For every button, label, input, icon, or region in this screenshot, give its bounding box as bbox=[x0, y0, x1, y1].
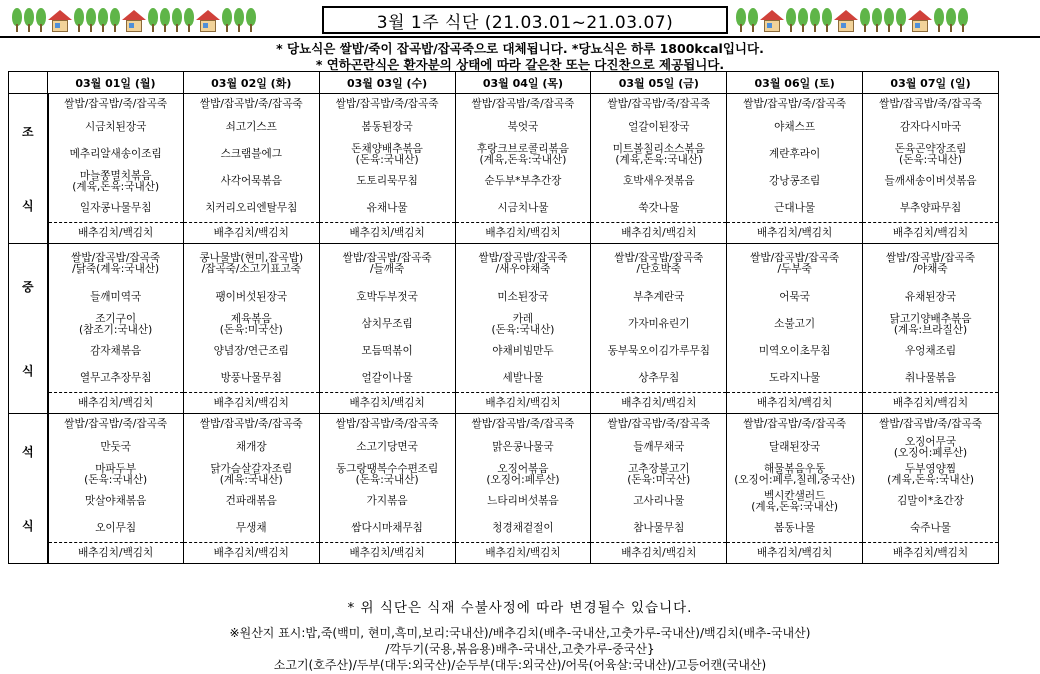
menu-cell bbox=[48, 414, 184, 564]
dish-item: 시금치나물 bbox=[497, 202, 549, 214]
kimchi-item: 배추김치/백김치 bbox=[49, 392, 183, 413]
weekly-menu-table bbox=[8, 71, 999, 564]
dish-item: 열무고추장무침 bbox=[79, 372, 152, 384]
menu-cell bbox=[48, 244, 184, 414]
dish-item: 근대나물 bbox=[774, 202, 816, 214]
dish-item: 모듬떡볶이 bbox=[361, 345, 413, 357]
meal-row bbox=[9, 244, 999, 414]
staple-item: 쌀밥/잡곡밥/죽/잡곡죽 bbox=[335, 417, 439, 430]
dish-item: 동그랑땡복수수편조림 (돈육:국내산) bbox=[335, 462, 439, 486]
dish-item: 유채된장국 bbox=[904, 291, 957, 303]
staple-item: 쌀밥/잡곡밥/잡곡죽 /들깨죽 bbox=[342, 252, 432, 275]
menu-cell bbox=[591, 94, 727, 244]
tree-icon bbox=[884, 8, 894, 32]
dish-item: 참나물무침 bbox=[633, 522, 685, 534]
dish-item: 해물볶음우동 (오징어:페루,칠레,중국산) bbox=[734, 462, 856, 486]
staple-item: 쌀밥/잡곡밥/죽/잡곡죽 bbox=[64, 97, 168, 110]
menu-cell bbox=[727, 94, 863, 244]
dish-item: 계란후라이 bbox=[769, 148, 821, 160]
dish-item: 느타리버섯볶음 bbox=[487, 495, 559, 507]
menu-cell bbox=[591, 414, 727, 564]
dish-item: 맛살야채볶음 bbox=[84, 495, 147, 507]
kimchi-item: 배추김치/백김치 bbox=[49, 542, 183, 563]
menu-cell bbox=[183, 244, 319, 414]
dish-item: 일자콩나물무침 bbox=[79, 202, 152, 214]
tree-icon bbox=[786, 8, 796, 32]
staple-item: 쌀밥/잡곡밥/죽/잡곡죽 bbox=[607, 97, 711, 110]
page-title: 3월 1주 식단 (21.03.01~21.03.07) bbox=[322, 6, 728, 34]
menu-change-notice: * 위 식단은 식재 수불사정에 따라 변경될수 있습니다. bbox=[347, 600, 693, 616]
staple-item: 쌀밥/잡곡밥/잡곡죽 /새우야채죽 bbox=[478, 252, 568, 275]
house-icon bbox=[124, 10, 144, 32]
meal-label-bottom: 식 bbox=[21, 199, 34, 213]
kimchi-item: 배추김치/백김치 bbox=[184, 222, 319, 243]
dish-item: 벡시칸샐러드 (계육,돈육:국내산) bbox=[751, 489, 839, 513]
dish-item: 닭가슴살갈자조림 (계육:국내산) bbox=[210, 462, 293, 486]
dish-item: 가자미유린기 bbox=[628, 318, 690, 330]
dish-item: 김말이*초간장 bbox=[897, 495, 964, 507]
kimchi-item: 배추김치/백김치 bbox=[591, 392, 726, 413]
tree-icon bbox=[234, 8, 244, 32]
menu-cell bbox=[863, 94, 999, 244]
staple-item: 쌀밥/잡곡밥/죽/잡곡죽 bbox=[199, 97, 303, 110]
dish-item: 오이무침 bbox=[95, 522, 137, 534]
tree-icon bbox=[222, 8, 232, 32]
tree-icon bbox=[934, 8, 944, 32]
meal-label-top: 중 bbox=[21, 280, 34, 294]
header-banner bbox=[0, 0, 1040, 38]
kimchi-item: 배추김치/백김치 bbox=[863, 392, 998, 413]
staple-item: 쌀밥/잡곡밥/잡곡죽 /야채죽 bbox=[886, 252, 976, 275]
dish-item: 고추장불고기 (돈육:미국산) bbox=[627, 462, 691, 486]
dish-item: 얼갈이된장국 bbox=[628, 121, 690, 133]
kimchi-item: 배추김치/백김치 bbox=[320, 542, 455, 563]
dish-item: 시금치된장국 bbox=[84, 121, 147, 133]
day-header: 03월 02일 (화) bbox=[183, 72, 319, 94]
tree-icon bbox=[110, 8, 120, 32]
dish-item: 숙주나물 bbox=[910, 522, 951, 534]
dish-item: 치커리오리엔탈무침 bbox=[205, 202, 298, 214]
dish-item: 감자다시마국 bbox=[899, 121, 962, 133]
meal-label bbox=[9, 414, 48, 564]
kimchi-item: 배추김치/백김치 bbox=[320, 392, 455, 413]
staple-item: 쌀밥/잡곡밥/잡곡죽 /닭죽(계육:국내산) bbox=[71, 252, 161, 275]
menu-cell bbox=[183, 414, 319, 564]
dish-item: 방풍나물무침 bbox=[220, 372, 282, 384]
dish-item: 쇠고기스프 bbox=[225, 121, 277, 133]
day-header-row bbox=[9, 72, 999, 94]
meal-label-bottom: 식 bbox=[21, 519, 34, 533]
tree-icon bbox=[798, 8, 808, 32]
dish-item: 들깨미역국 bbox=[90, 291, 142, 303]
menu-cell bbox=[455, 244, 591, 414]
tree-icon bbox=[896, 8, 906, 32]
dish-item: 마늘쫑멸치볶음 (계육,돈육:국내산) bbox=[72, 169, 160, 193]
dish-item: 닭고기양배추볶음 (계육:브라질산) bbox=[889, 312, 972, 336]
dish-item: 양념장/연근조림 bbox=[213, 345, 289, 357]
dish-item: 들깨새송이버섯볶음 bbox=[884, 175, 977, 187]
dish-item: 어묵국 bbox=[779, 291, 810, 303]
dish-item: 야채스프 bbox=[774, 121, 816, 133]
day-header: 03월 07일 (일) bbox=[863, 72, 999, 94]
dish-item: 봄동나물 bbox=[774, 522, 816, 534]
dish-item: 취나물볶음 bbox=[904, 372, 957, 384]
day-header: 03월 01일 (월) bbox=[48, 72, 184, 94]
kimchi-item: 배추김치/백김치 bbox=[320, 222, 455, 243]
menu-cell bbox=[319, 244, 455, 414]
staple-item: 쌀밥/잡곡밥/죽/잡곡죽 bbox=[607, 417, 711, 430]
kimchi-item: 배추김치/백김치 bbox=[727, 222, 862, 243]
kimchi-item: 배추김치/백김치 bbox=[727, 392, 862, 413]
dish-item: 무생채 bbox=[235, 522, 267, 534]
menu-cell bbox=[863, 414, 999, 564]
house-icon bbox=[198, 10, 218, 32]
kimchi-item: 배추김치/백김치 bbox=[863, 222, 998, 243]
house-icon bbox=[762, 10, 782, 32]
menu-cell bbox=[183, 94, 319, 244]
dish-item: 오징어볶음 (오징어:페루산) bbox=[486, 462, 560, 486]
origin-notice-3: 소고기(호주산)/두부(대두:외국산)/순두부(대두:외국산)/어묵(어육살:국내산)/고등어캔(국내산) bbox=[273, 658, 767, 672]
dish-item: 맑은콩나물국 bbox=[492, 441, 554, 453]
menu-cell bbox=[455, 414, 591, 564]
dish-item: 부추계란국 bbox=[633, 291, 685, 303]
dish-item: 도토리묵무침 bbox=[356, 175, 418, 187]
staple-item: 콩나물밥(현미,잡곡밥) /잡곡죽/소고기표고죽 bbox=[199, 252, 304, 275]
dish-item: 감자채볶음 bbox=[90, 345, 142, 357]
tree-icon bbox=[86, 8, 96, 32]
kimchi-item: 배추김치/백김치 bbox=[456, 542, 591, 563]
menu-cell bbox=[863, 244, 999, 414]
staple-item: 쌀밥/잡곡밥/죽/잡곡죽 bbox=[335, 97, 439, 110]
kimchi-item: 배추김치/백김치 bbox=[863, 542, 998, 563]
tree-icon bbox=[822, 8, 832, 32]
menu-cell bbox=[727, 244, 863, 414]
dish-item: 미소된장국 bbox=[497, 291, 549, 303]
kimchi-item: 배추김치/백김치 bbox=[591, 542, 726, 563]
tree-icon bbox=[246, 8, 256, 32]
day-header: 03월 06일 (토) bbox=[727, 72, 863, 94]
staple-item: 쌀밥/잡곡밥/잡곡죽 /두부죽 bbox=[750, 252, 840, 275]
kimchi-item: 배추김치/백김치 bbox=[456, 392, 591, 413]
dish-item: 미트볼칠리소스볶음 (계육,돈육:국내산) bbox=[612, 142, 705, 166]
day-header: 03월 04일 (목) bbox=[455, 72, 591, 94]
day-header: 03월 05일 (금) bbox=[591, 72, 727, 94]
tree-icon bbox=[748, 8, 758, 32]
staple-item: 쌀밥/잡곡밥/죽/잡곡죽 bbox=[879, 97, 982, 110]
menu-cell bbox=[48, 94, 184, 244]
dish-item: 우엉채조림 bbox=[904, 345, 957, 357]
dish-item: 강낭콩조림 bbox=[769, 175, 821, 187]
dish-item: 메추리알새송이조림 bbox=[69, 148, 162, 160]
dish-item: 세발나물 bbox=[502, 372, 544, 384]
dish-item: 소고기당면국 bbox=[356, 441, 418, 453]
tree-decoration-right bbox=[736, 4, 968, 32]
banner-divider bbox=[0, 36, 1040, 38]
meal-label bbox=[9, 244, 48, 414]
dish-item: 북엇국 bbox=[507, 121, 539, 133]
house-icon bbox=[836, 10, 856, 32]
dish-item: 카레 (돈육:국내산) bbox=[491, 312, 555, 336]
meal-row bbox=[9, 94, 999, 244]
menu-cell bbox=[455, 94, 591, 244]
dish-item: 건파래볶음 bbox=[225, 495, 277, 507]
dish-item: 호박새우젓볶음 bbox=[622, 175, 695, 187]
dish-item: 스크램블에그 bbox=[220, 148, 282, 160]
tree-icon bbox=[184, 8, 194, 32]
dish-item: 도라지나물 bbox=[769, 372, 821, 384]
kimchi-item: 배추김치/백김치 bbox=[727, 542, 862, 563]
corner-cell bbox=[9, 72, 48, 94]
dish-item: 제육볶음 (돈육:미국산) bbox=[219, 312, 283, 336]
dish-item: 오징어무국 (오징어:페루산) bbox=[893, 435, 968, 459]
staple-item: 쌀밥/잡곡밥/죽/잡곡죽 bbox=[879, 417, 982, 430]
dish-item: 부추양파무침 bbox=[899, 202, 962, 214]
tree-icon bbox=[160, 8, 170, 32]
dish-item: 돈채양배추볶음 (돈육:국내산) bbox=[351, 142, 423, 166]
staple-item: 쌀밥/잡곡밥/죽/잡곡죽 bbox=[743, 417, 847, 430]
meal-label-bottom: 식 bbox=[21, 364, 34, 378]
staple-item: 쌀밥/잡곡밥/죽/잡곡죽 bbox=[199, 417, 303, 430]
house-icon bbox=[910, 10, 930, 32]
dish-item: 채개장 bbox=[235, 441, 267, 453]
tree-icon bbox=[958, 8, 968, 32]
dish-item: 쑥갓나물 bbox=[638, 202, 680, 214]
staple-item: 쌀밥/잡곡밥/죽/잡곡죽 bbox=[471, 97, 575, 110]
notice-diabetes: * 당뇨식은 쌀밥/죽이 잡곡밥/잡곡죽으로 대체됩니다. *당뇨식은 하루 1800kcal입니다. bbox=[276, 41, 764, 56]
menu-cell bbox=[591, 244, 727, 414]
dish-item: 호박두부젓국 bbox=[356, 291, 418, 303]
dish-item: 야채비빔만두 bbox=[492, 345, 554, 357]
tree-icon bbox=[860, 8, 870, 32]
meal-label-top: 석 bbox=[21, 445, 34, 459]
dish-item: 두부영양찜 (계육,돈육:국내산) bbox=[887, 462, 974, 486]
tree-icon bbox=[810, 8, 820, 32]
dish-item: 팽이버섯된장국 bbox=[215, 291, 288, 303]
dish-item: 봄동된장국 bbox=[361, 121, 413, 133]
dish-item: 동부묵오이김가루무침 bbox=[607, 345, 710, 357]
dish-item: 삼치무조림 bbox=[361, 318, 413, 330]
meal-row bbox=[9, 414, 999, 564]
dish-item: 순두부*부추간장 bbox=[484, 175, 562, 187]
dish-item: 고사리나물 bbox=[633, 495, 685, 507]
tree-icon bbox=[24, 8, 34, 32]
house-icon bbox=[50, 10, 70, 32]
day-header: 03월 03일 (수) bbox=[319, 72, 455, 94]
tree-icon bbox=[74, 8, 84, 32]
kimchi-item: 배추김치/백김치 bbox=[184, 542, 319, 563]
dish-item: 미역오이초무침 bbox=[758, 345, 831, 357]
kimchi-item: 배추김치/백김치 bbox=[184, 392, 319, 413]
dish-item: 청경채겉절이 bbox=[492, 522, 554, 534]
staple-item: 쌀밥/잡곡밥/죽/잡곡죽 bbox=[471, 417, 575, 430]
tree-icon bbox=[172, 8, 182, 32]
dish-item: 소불고기 bbox=[774, 318, 816, 330]
kimchi-item: 배추김치/백김치 bbox=[49, 222, 183, 243]
menu-cell bbox=[319, 414, 455, 564]
dish-item: 조기구이 (참조기:국내산) bbox=[79, 312, 153, 336]
tree-icon bbox=[872, 8, 882, 32]
meal-label-top: 조 bbox=[21, 125, 34, 139]
dish-item: 쌈다시마채무침 bbox=[351, 522, 423, 534]
tree-icon bbox=[12, 8, 22, 32]
kimchi-item: 배추김치/백김치 bbox=[456, 222, 591, 243]
staple-item: 쌀밥/잡곡밥/죽/잡곡죽 bbox=[64, 417, 168, 430]
staple-item: 쌀밥/잡곡밥/잡곡죽 /단호박죽 bbox=[614, 252, 704, 275]
tree-icon bbox=[736, 8, 746, 32]
dish-item: 만둣국 bbox=[100, 441, 132, 453]
meal-label bbox=[9, 94, 48, 244]
dish-item: 유채나물 bbox=[366, 202, 408, 214]
tree-icon bbox=[946, 8, 956, 32]
dish-item: 마파두부 (돈육:국내산) bbox=[84, 462, 148, 486]
origin-notice-1: ※원산지 표시:밥,죽(백미, 현미,흑미,보리:국내산)/배추김치(배추-국내산,고춧가루-국내산)/백김치(배추-국내산) bbox=[229, 626, 811, 640]
dish-item: 후랑크브로콜리볶음 (계육,돈육:국내산) bbox=[476, 142, 569, 166]
dish-item: 달래된장국 bbox=[769, 441, 821, 453]
tree-icon bbox=[148, 8, 158, 32]
tree-icon bbox=[98, 8, 108, 32]
dish-item: 사각어묵볶음 bbox=[220, 175, 282, 187]
dish-item: 가지볶음 bbox=[366, 495, 408, 507]
kimchi-item: 배추김치/백김치 bbox=[591, 222, 726, 243]
tree-icon bbox=[36, 8, 46, 32]
menu-cell bbox=[727, 414, 863, 564]
origin-notice-2: /깍두기(국용,볶음용)배추-국내산,고춧가루-중국산} bbox=[385, 642, 655, 656]
dish-item: 상추무침 bbox=[638, 372, 680, 384]
menu-cell bbox=[319, 94, 455, 244]
notice-dysphagia: * 연하곤란식은 환자분의 상태에 따라 갈은찬 또는 다진찬으로 제공됩니다. bbox=[315, 57, 725, 72]
staple-item: 쌀밥/잡곡밥/죽/잡곡죽 bbox=[743, 97, 847, 110]
dish-item: 들깨무채국 bbox=[633, 441, 685, 453]
tree-decoration-left bbox=[12, 4, 256, 32]
dish-item: 얼갈이나물 bbox=[361, 372, 413, 384]
dish-item: 돈육곤약장조림 (돈육:국내산) bbox=[894, 142, 967, 166]
